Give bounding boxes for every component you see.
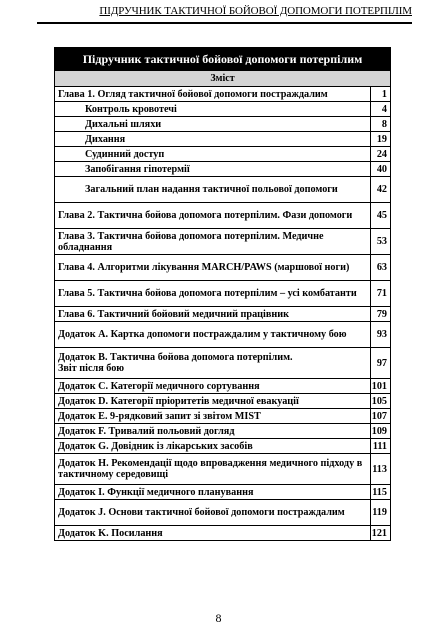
- toc-title: Підручник тактичної бойової допомоги потерпілим: [55, 48, 391, 71]
- toc-entry-label[interactable]: Глава 6. Тактичний бойовий медичний працівник: [55, 307, 371, 322]
- toc-entry-page[interactable]: 24: [371, 147, 391, 162]
- toc-row: [55, 485, 391, 500]
- table-of-contents: [54, 47, 391, 541]
- toc-entry-page[interactable]: 8: [371, 117, 391, 132]
- toc-entry-page[interactable]: 109: [371, 424, 391, 439]
- toc-entry-label[interactable]: Контроль кровотечі: [55, 102, 371, 117]
- toc-row: [55, 379, 391, 394]
- toc-entry-label-line1: Додаток B. Тактична бойова допомога потерпілим.: [58, 352, 293, 363]
- toc-entry-label[interactable]: Дихальні шляхи: [55, 117, 371, 132]
- toc-entry-page[interactable]: 71: [371, 281, 391, 307]
- toc-entry-page[interactable]: 105: [371, 394, 391, 409]
- toc-row: [55, 132, 391, 147]
- toc-entry-page[interactable]: 97: [371, 348, 391, 379]
- running-header: [37, 2, 412, 24]
- toc-row: [55, 102, 391, 117]
- toc-row: [55, 439, 391, 454]
- toc-entry-page[interactable]: 121: [371, 526, 391, 541]
- toc-entry-label[interactable]: [55, 348, 371, 379]
- toc-row: [55, 203, 391, 229]
- toc-row: [55, 229, 391, 255]
- toc-row: [55, 147, 391, 162]
- toc-entry-page[interactable]: 45: [371, 203, 391, 229]
- toc-row: [55, 162, 391, 177]
- toc-entry-page[interactable]: 1: [371, 87, 391, 102]
- toc-entry-label[interactable]: Додаток F. Тривалий польовий догляд: [55, 424, 371, 439]
- toc-entry-label[interactable]: Додаток I. Функції медичного планування: [55, 485, 371, 500]
- toc-entry-label[interactable]: Додаток H. Рекомендації щодо впровадження медичного підходу в тактичному середовищі: [55, 454, 371, 485]
- toc-entry-label[interactable]: Глава 3. Тактична бойова допомога потерпілим. Медичне обладнання: [55, 229, 371, 255]
- toc-entry-page[interactable]: 63: [371, 255, 391, 281]
- toc-row: [55, 87, 391, 102]
- toc-row: [55, 424, 391, 439]
- toc-row: [55, 307, 391, 322]
- toc-row: [55, 322, 391, 348]
- toc-row: [55, 454, 391, 485]
- toc-entry-label[interactable]: Загальний план надання тактичної польової допомоги: [55, 177, 371, 203]
- toc-entry-label[interactable]: Судинний доступ: [55, 147, 371, 162]
- toc-row: [55, 281, 391, 307]
- toc-entry-label[interactable]: Додаток C. Категорії медичного сортування: [55, 379, 371, 394]
- page-number: 8: [215, 611, 222, 625]
- toc-entry-page[interactable]: 113: [371, 454, 391, 485]
- toc-row: [55, 394, 391, 409]
- toc-entry-label[interactable]: Додаток K. Посилання: [55, 526, 371, 541]
- toc-entry-label[interactable]: Глава 2. Тактична бойова допомога потерпілим. Фази допомоги: [55, 203, 371, 229]
- toc-row: [55, 177, 391, 203]
- toc-entry-page[interactable]: 42: [371, 177, 391, 203]
- toc-row: [55, 117, 391, 132]
- toc-row: [55, 409, 391, 424]
- toc-entry-label[interactable]: Глава 4. Алгоритми лікування MARCH/PAWS (маршової ноги): [55, 255, 371, 281]
- toc-entry-page[interactable]: 4: [371, 102, 391, 117]
- toc-entry-page[interactable]: 40: [371, 162, 391, 177]
- toc-entry-page[interactable]: 115: [371, 485, 391, 500]
- toc-entry-label[interactable]: Глава 5. Тактична бойова допомога потерпілим – усі комбатанти: [55, 281, 371, 307]
- toc-entry-label[interactable]: Дихання: [55, 132, 371, 147]
- toc-row: [55, 255, 391, 281]
- toc-subtitle: Зміст: [55, 71, 391, 87]
- toc-entry-label[interactable]: Додаток E. 9-рядковий запит зі звітом MIST: [55, 409, 371, 424]
- toc-entry-page[interactable]: 119: [371, 500, 391, 526]
- toc-entry-page[interactable]: 93: [371, 322, 391, 348]
- toc-entry-page[interactable]: 111: [371, 439, 391, 454]
- toc-entry-page[interactable]: 53: [371, 229, 391, 255]
- toc-entry-label[interactable]: Додаток G. Довідник із лікарських засобів: [55, 439, 371, 454]
- toc-entry-label[interactable]: Додаток A. Картка допомоги постраждалим у тактичному бою: [55, 322, 371, 348]
- toc-entry-label[interactable]: Запобігання гіпотермії: [55, 162, 371, 177]
- toc-entry-label[interactable]: Глава 1. Огляд тактичної бойової допомоги постраждалим: [55, 87, 371, 102]
- toc-row: [55, 348, 391, 379]
- toc-entry-label[interactable]: Додаток D. Категорії пріоритетів медичної евакуації: [55, 394, 371, 409]
- toc-row: [55, 526, 391, 541]
- toc-entry-page[interactable]: 107: [371, 409, 391, 424]
- toc-entry-label-line2: Звіт після бою: [58, 363, 125, 374]
- toc-row: [55, 500, 391, 526]
- toc-entry-page[interactable]: 19: [371, 132, 391, 147]
- toc-entry-label[interactable]: Додаток J. Основи тактичної бойової допомоги постраждалим: [55, 500, 371, 526]
- running-header-title: ПІДРУЧНИК ТАКТИЧНОЇ БОЙОВОЇ ДОПОМОГИ ПОТЕРПІЛІМ: [99, 5, 412, 17]
- toc-entry-page[interactable]: 79: [371, 307, 391, 322]
- toc-entry-page[interactable]: 101: [371, 379, 391, 394]
